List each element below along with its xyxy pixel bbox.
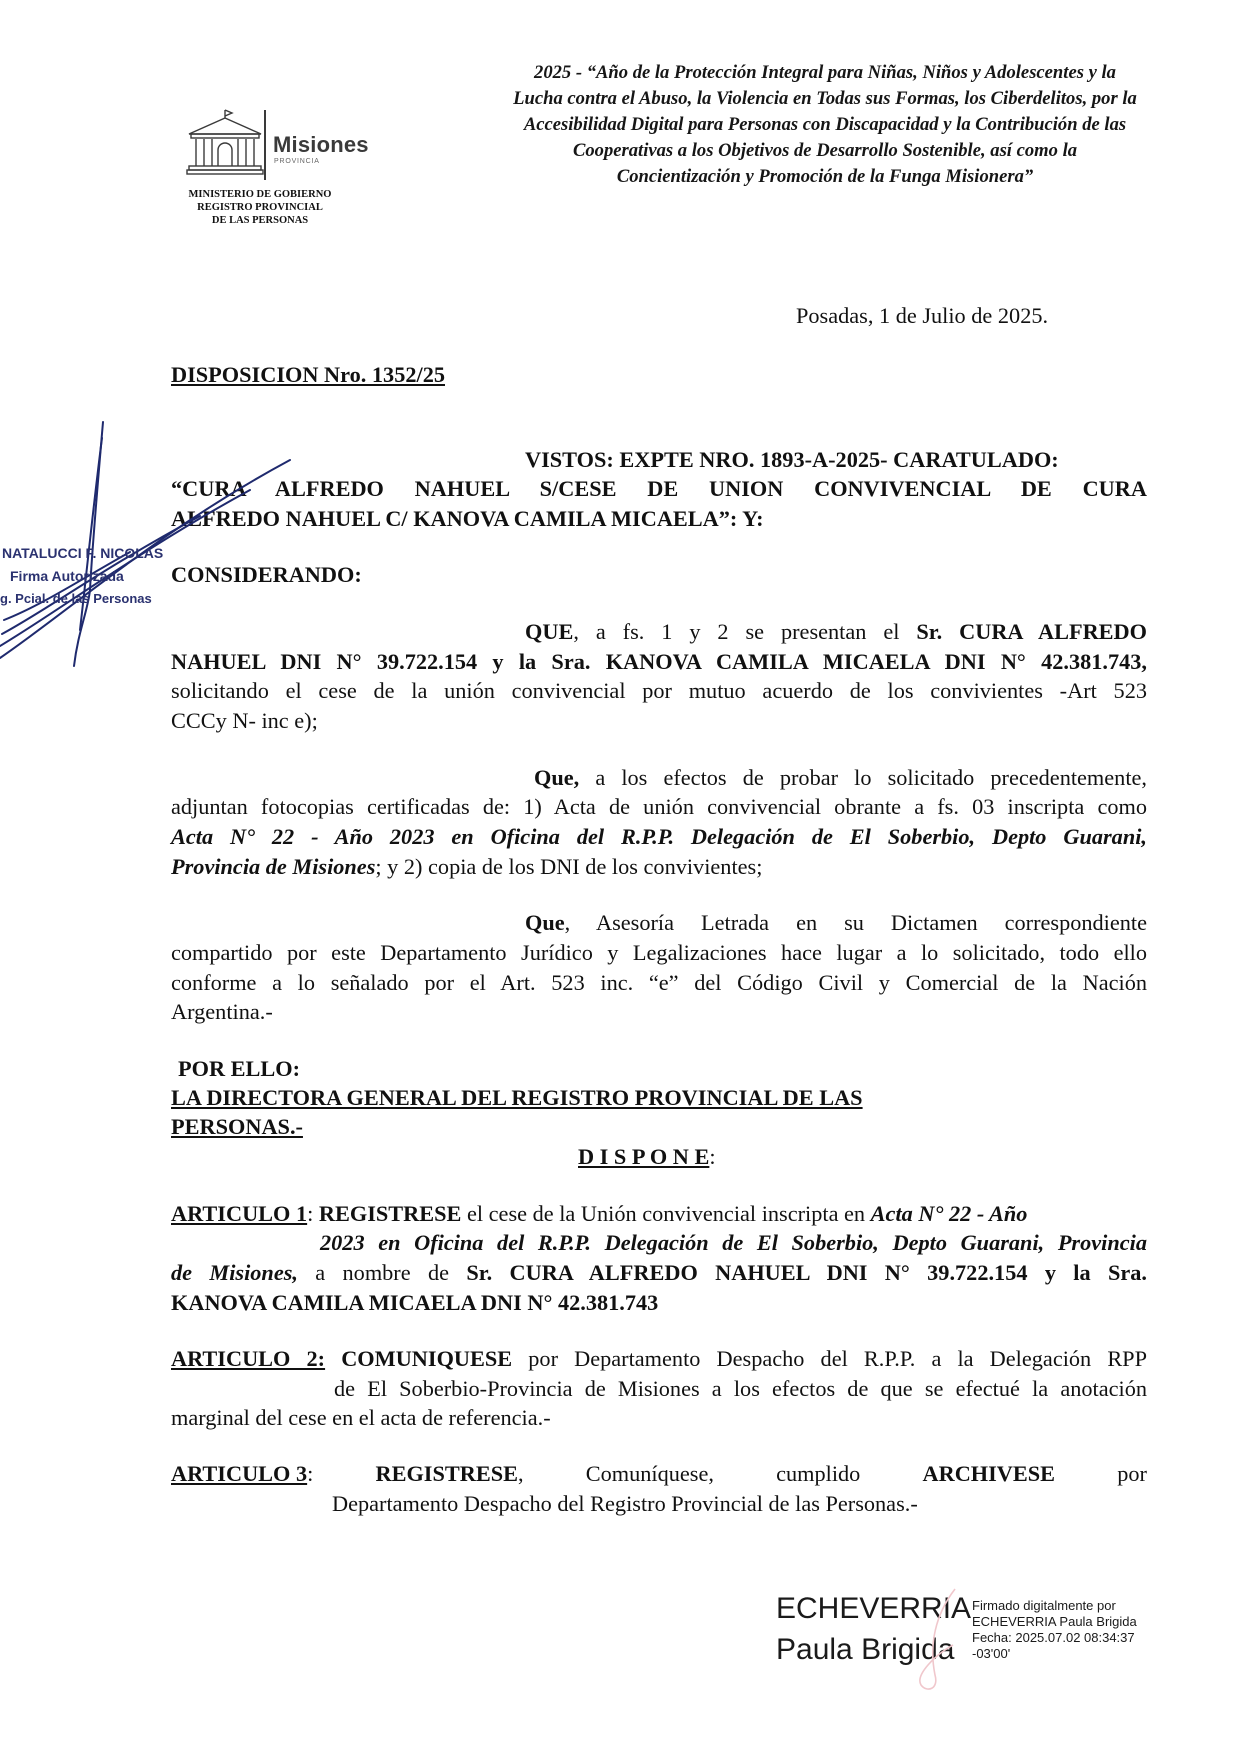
dispone-word: D I S P O N E: [578, 1144, 710, 1169]
motto-line: Cooperativas a los Objetivos de Desarrollo Sostenible, así como la: [572, 140, 1078, 161]
art3-verb: REGISTRESE: [375, 1461, 518, 1486]
place-date: Posadas, 1 de Julio de 2025.: [796, 303, 1049, 328]
motto-line: Accesibilidad Digital para Personas con Discapacidad y la Contribución de las: [523, 114, 1127, 135]
p2-province: Provincia de Misiones: [171, 854, 376, 879]
art2-verb: COMUNIQUESE: [341, 1346, 513, 1371]
dispone-heading: D I S P O N E:: [578, 1144, 716, 1169]
ministry-line: DE LAS PERSONAS: [211, 215, 309, 226]
p2-line-4: [171, 852, 762, 882]
p3-line-4: Argentina.-: [171, 999, 273, 1024]
p1-line-2: NAHUEL DNI N° 39.722.154 y la Sra. KANOVA CAMILA MICAELA DNI N° 42.381.743,: [171, 649, 1147, 674]
p2-text-end: ; y 2) copia de los DNI de los convivientes;: [375, 854, 763, 879]
directora-line-2: PERSONAS.-: [171, 1114, 303, 1139]
logo-subtitle: PROVINCIA: [274, 158, 320, 165]
motto-line: Concientización y Promoción de la Funga Misionera”: [616, 166, 1034, 187]
signer-name-line-2: Paula Brigida: [776, 1633, 955, 1666]
p3-line-1: [525, 908, 1147, 938]
art2-label: ARTICULO 2:: [171, 1346, 326, 1371]
motto-line: Lucha contra el Abuso, la Violencia en Todas sus Formas, los Ciberdelitos, por la: [513, 88, 1137, 109]
art3-verb-2: ARCHIVESE: [922, 1461, 1056, 1486]
p1-line-1: [525, 617, 1147, 647]
signature-meta: [972, 1598, 1137, 1662]
art1-text: el cese de la Unión convivencial inscripta en: [461, 1201, 871, 1226]
stamp-name: NATALUCCI F. NICOLAS: [2, 545, 164, 561]
art1-verb: REGISTRESE: [318, 1201, 462, 1226]
ministry-line: REGISTRO PROVINCIAL: [197, 202, 323, 213]
vistos-line-2: “CURA ALFREDO NAHUEL S/CESE DE UNION CONVIVENCIAL DE CURA: [171, 476, 1147, 501]
motto-line: 2025 - “Año de la Protección Integral para Niñas, Niños y Adolescentes y la: [534, 62, 1116, 83]
signer-name-line-1: ECHEVERRIA: [776, 1592, 972, 1625]
art1-label: ARTICULO 1: [171, 1201, 308, 1226]
art3-mid: Comuníquese,: [585, 1461, 714, 1486]
art2-line-1: [171, 1344, 1147, 1374]
logo-separator: [264, 110, 266, 180]
p1-text: , a fs. 1 y 2 se presentan el: [573, 619, 900, 644]
art3-line-2: Departamento Despacho del Registro Provincial de las Personas.-: [332, 1491, 918, 1516]
p2-line-3: Acta N° 22 - Año 2023 en Oficina del R.P.P. Delegación de El Soberbio, Depto Guarani,: [171, 824, 1147, 849]
art3-line-1: [171, 1459, 1147, 1489]
p1-que: QUE: [525, 619, 574, 644]
signature-meta-line: -03'00': [972, 1646, 1011, 1661]
ministry-line: MINISTERIO DE GOBIERNO: [188, 189, 332, 200]
p3-line-3: conforme a lo señalado por el Art. 523 inc. “e” del Código Civil y Comercial de la Nación: [171, 970, 1147, 995]
art2-line-3: marginal del cese en el acta de referencia.-: [171, 1405, 551, 1430]
art2-text: por Departamento Despacho del R.P.P. a la Delegación RPP: [512, 1346, 1147, 1371]
art1-line-3: [171, 1258, 1147, 1288]
year-motto: [455, 60, 1195, 190]
p2-line-1: [534, 763, 1147, 793]
considerando-heading: CONSIDERANDO:: [171, 562, 362, 587]
art3-mid2: cumplido: [776, 1461, 861, 1486]
art1-province: de Misiones,: [171, 1260, 298, 1285]
government-building-icon: [185, 106, 265, 182]
stamp-office: g. Pcial. de las Personas: [0, 591, 152, 606]
vistos-line-1: VISTOS: EXPTE NRO. 1893-A-2025- CARATULADO:: [525, 447, 1059, 472]
p3-que: Que: [525, 910, 565, 935]
art2-line-2: de El Soberbio-Provincia de Misiones a los efectos de que se efectué la anotación: [334, 1376, 1147, 1401]
p1-line-4: CCCy N- inc e);: [171, 708, 318, 733]
disposition-title: DISPOSICION Nro. 1352/25: [171, 362, 445, 387]
p2-que: Que,: [534, 765, 580, 790]
art1-person-1: Sr. CURA ALFREDO NAHUEL DNI N° 39.722.154 y la Sra.: [466, 1260, 1147, 1285]
stamp-role: Firma Autorizada: [10, 568, 124, 584]
signature-meta-line: Firmado digitalmente por: [972, 1598, 1116, 1613]
art3-end: por: [1117, 1461, 1147, 1486]
por-ello: POR ELLO:: [178, 1056, 301, 1081]
p1-line-3: solicitando el cese de la unión convivencial por mutuo acuerdo de los convivientes -Art 523: [171, 678, 1147, 703]
p3-text: , Asesoría Letrada en su Dictamen correspondiente: [564, 910, 1147, 935]
art1-acta: Acta N° 22 - Año: [870, 1201, 1028, 1226]
art3-label: ARTICULO 3: [171, 1461, 308, 1486]
signature-flourish: [905, 1585, 975, 1695]
art1-line-2: 2023 en Oficina del R.P.P. Delegación de El Soberbio, Depto Guarani, Provincia: [320, 1230, 1147, 1255]
signature-meta-line: ECHEVERRIA Paula Brigida: [972, 1614, 1137, 1629]
p3-line-2: compartido por este Departamento Jurídico y Legalizaciones hace lugar a lo solicitado, todo ello: [171, 940, 1147, 965]
art1-line-1: ARTICULO 1: REGISTRESE el cese de la Unión convivencial inscripta en Acta N° 22 - Año: [171, 1201, 1028, 1226]
p2-text: a los efectos de probar lo solicitado precedentemente,: [579, 765, 1147, 790]
p2-line-2: adjuntan fotocopias certificadas de: 1) Acta de unión convivencial obrante a fs. 03 inscripta como: [171, 794, 1147, 819]
art1-mid: a nombre de: [297, 1260, 467, 1285]
province-logo: [185, 106, 385, 182]
art3-head: ARTICULO 3:: [171, 1461, 314, 1486]
logo-wordmark: Misiones: [273, 132, 369, 157]
directora-line-1: LA DIRECTORA GENERAL DEL REGISTRO PROVINCIAL DE LAS: [171, 1085, 863, 1110]
p1-person-1: Sr. CURA ALFREDO: [916, 619, 1147, 644]
ministry-block: [165, 188, 355, 227]
signature-meta-line: Fecha: 2025.07.02 08:34:37: [972, 1630, 1135, 1645]
art1-line-4: KANOVA CAMILA MICAELA DNI N° 42.381.743: [171, 1290, 659, 1315]
vistos-line-3: ALFREDO NAHUEL C/ KANOVA CAMILA MICAELA”: Y:: [171, 506, 764, 531]
art3-verb-wrap: REGISTRESE,: [375, 1461, 524, 1486]
